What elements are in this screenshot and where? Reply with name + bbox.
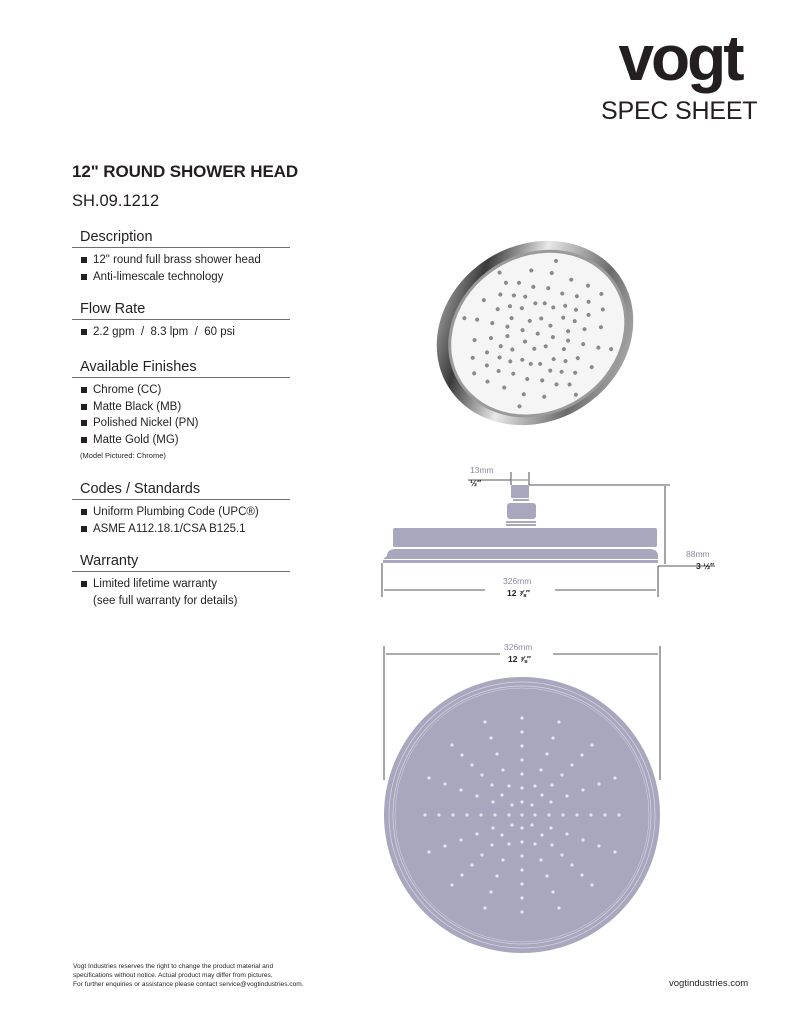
model-pictured-note: (Model Pictured: Chrome) (80, 451, 166, 460)
top-view-drawing (375, 640, 675, 960)
height-dimension-in: 3 ½″ (696, 561, 715, 571)
section-heading: Codes / Standards (72, 480, 290, 500)
warranty-line-1: Limited lifetime warranty (93, 578, 217, 590)
section-warranty (72, 552, 290, 609)
section-description (72, 228, 290, 285)
vogt-logo (600, 30, 760, 96)
warranty-line-2: (see full warranty for details) (93, 594, 238, 607)
top-width-dimension-in: 12 ⅞″ (508, 654, 531, 664)
side-width-dimension-mm: 326mm (503, 576, 532, 586)
list-item (72, 576, 290, 609)
section-heading: Flow Rate (72, 300, 290, 320)
height-dimension-mm: 88mm (686, 549, 710, 559)
connector-dimension-in: ½″ (470, 478, 482, 488)
disclaimer-line: For further enquiries or assistance please contact service@vogtindustries.com. (73, 981, 304, 989)
section-heading: Warranty (72, 552, 290, 572)
website-link[interactable]: vogtindustries.com (669, 978, 749, 989)
disclaimer-line: Vogt Industries reserves the right to change the product material and (73, 963, 274, 970)
section-heading: Available Finishes (72, 358, 290, 378)
product-photo (430, 228, 640, 438)
disclaimer-line: specifications without notice. Actual product may differ from pictures. (73, 972, 273, 980)
product-sku: SH.09.1212 (72, 192, 160, 210)
side-profile-drawing (370, 460, 730, 605)
list-item: Matte Gold (MG) (72, 432, 290, 449)
top-width-dimension-mm: 326mm (504, 642, 533, 652)
logo-text: vogt (618, 30, 742, 94)
section-codes (72, 480, 290, 537)
list-item: Uniform Plumbing Code (UPC®) (72, 504, 290, 521)
section-heading: Description (72, 228, 290, 248)
section-finishes (72, 358, 290, 460)
list-item: Polished Nickel (PN) (72, 415, 290, 432)
list-item: Matte Black (MB) (72, 399, 290, 416)
spec-sheet-title: SPEC SHEET (601, 97, 758, 125)
list-item: Anti-limescale technology (72, 269, 290, 286)
section-flow-rate (72, 300, 290, 341)
list-item: Chrome (CC) (72, 382, 290, 399)
top-view-shape (384, 677, 660, 953)
footer-disclaimer (73, 962, 373, 990)
list-item: 12" round full brass shower head (72, 252, 290, 269)
product-title: 12" ROUND SHOWER HEAD (72, 162, 299, 181)
side-profile-shape (383, 485, 658, 563)
list-item: 2.2 gpm / 8.3 lpm / 60 psi (72, 324, 290, 341)
connector-dimension-mm: 13mm (470, 465, 494, 475)
side-width-dimension-in: 12 ⅞″ (507, 588, 530, 598)
list-item: ASME A112.18.1/CSA B125.1 (72, 521, 290, 538)
